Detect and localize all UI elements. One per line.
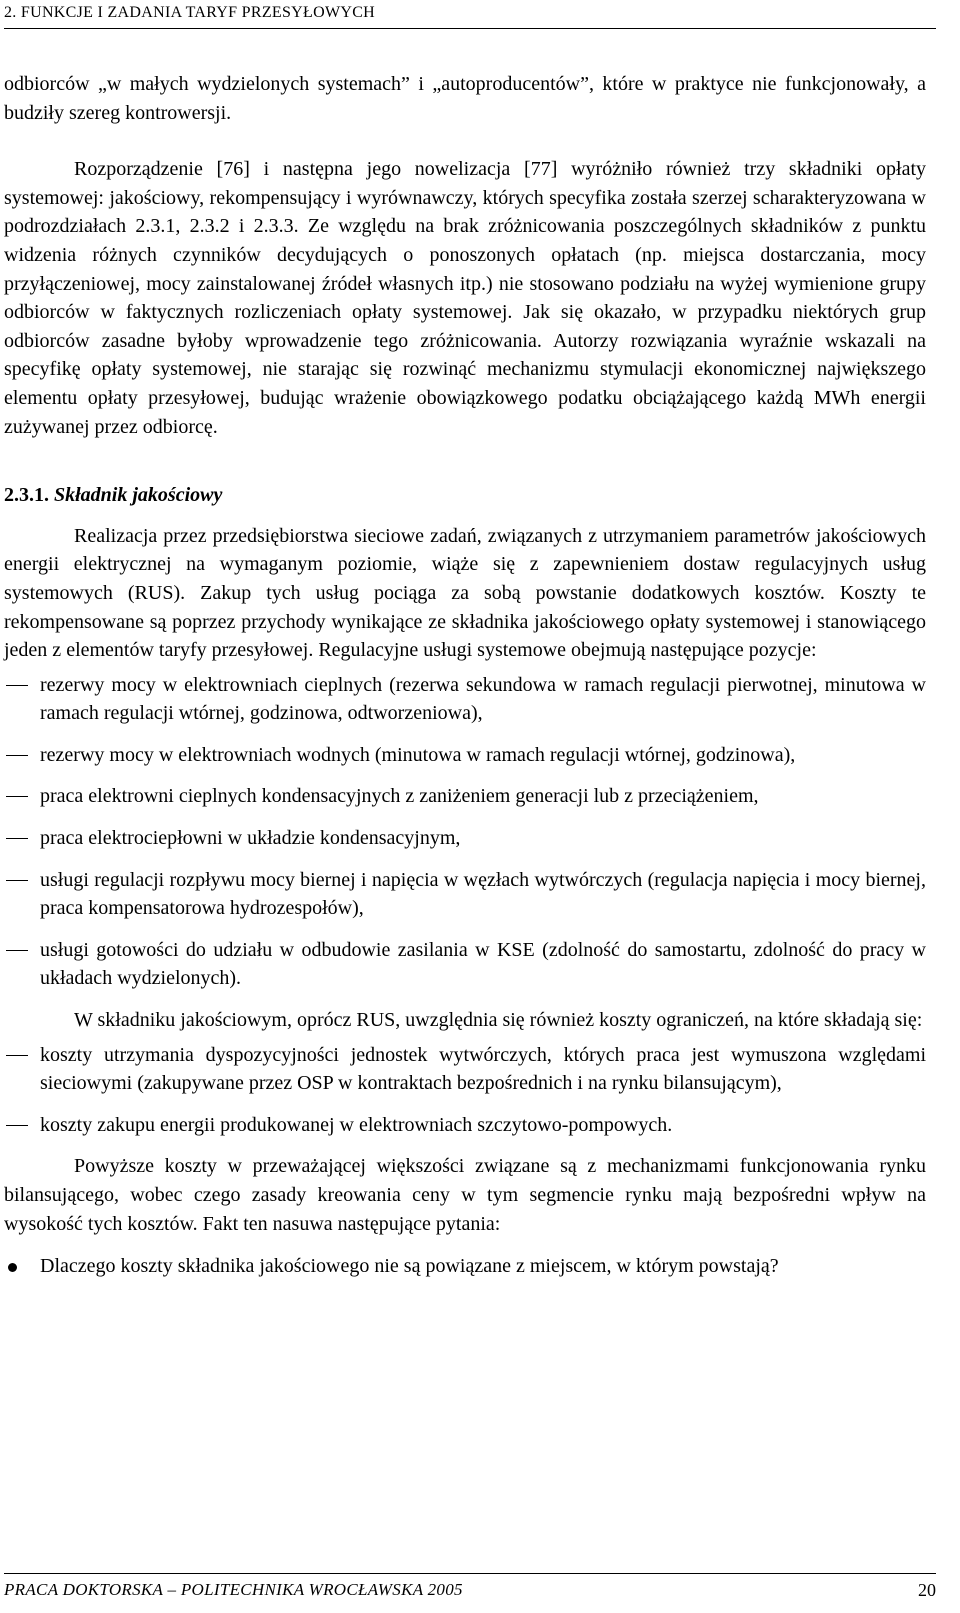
header-rule: [4, 28, 936, 29]
running-footer: PRACA DOKTORSKA – POLITECHNIKA WROCŁAWSKA 2005: [4, 1580, 463, 1599]
list-item: rezerwy mocy w elektrowniach wodnych (minutowa w ramach regulacji wtórnej, godzinowa),: [4, 741, 926, 770]
page-number: 20: [918, 1580, 936, 1600]
list-item: praca elektrowni cieplnych kondensacyjnych z zaniżeniem generacji lub z przeciążeniem,: [4, 782, 926, 811]
paragraph-constraint-costs: W składniku jakościowym, oprócz RUS, uwzględnia się również koszty ograniczeń, na które składają się:: [74, 1009, 923, 1032]
section-title: Składnik jakościowy: [54, 484, 223, 507]
footer-rule: [4, 1573, 936, 1574]
paragraph-rus: Realizacja przez przedsiębiorstwa sieciowe zadań, związanych z utrzymaniem parametrów jakościowych energii elektrycznej na wymaganym poziomie, wiąże się z zapewnieniem dostaw regulacyjnych usług systemowych (RUS). Zakup tych usług pociąga za sobą powstanie dodatkowych kosztów. Koszty te rekompensowane są poprzez przychody wynikające ze składnika jakościowego opłaty systemowej i stanowiącego jeden z elementów taryfy przesyłowej. Regulacyjne usługi systemowe obejmują następujące pozycje:: [4, 524, 926, 662]
list-item: koszty utrzymania dyspozycyjności jednostek wytwórczych, których praca jest wymuszona względami sieciowymi (zakupywane przez OSP w kontraktach bezpośrednich i na rynku bilansującym),: [4, 1041, 926, 1098]
rus-list: [4, 671, 926, 993]
costs-list: [4, 1041, 926, 1140]
list-item: usługi regulacji rozpływu mocy biernej i napięcia w węzłach wytwórczych (regulacja napięcia i mocy biernej, praca kompensatorowa hydrozespołów),: [4, 866, 926, 923]
section-heading: [4, 481, 926, 510]
list-item: usługi gotowości do udziału w odbudowie zasilania w KSE (zdolność do samostartu, zdolność do pracy w układach wydzielonych).: [4, 936, 926, 993]
list-item: rezerwy mocy w elektrowniach cieplnych (rezerwa sekundowa w ramach regulacji pierwotnej, minutowa w ramach regulacji wtórnej, godzinowa, odtworzeniowa),: [4, 671, 926, 728]
list-item: koszty zakupu energii produkowanej w elektrowniach szczytowo-pompowych.: [4, 1111, 926, 1140]
paragraph-system-fee: Rozporządzenie [76] i następna jego nowelizacja [77] wyróżniło również trzy składniki opłaty systemowej: jakościowy, rekompensujący i wyrównawczy, których specyfika została szerzej scharakteryzowana w podrozdziałach 2.3.1, 2.3.2 i 2.3.3. Ze względu na brak zróżnicowania poszczególnych składników z punktu widzenia różnych czynników decydujących o ponoszonych opłatach (np. miejsca dostarczania, mocy przyłączeniowej, mocy zainstalowanej źródeł własnych itp.) nie stosowano podziału na wyżej wymienione grupy odbiorców w faktycznych rozliczeniach opłaty systemowej. Jak się okazało, w przypadku niektórych grup odbiorców zasadne byłoby wprowadzenie tego zróżnicowania. Autorzy rozwiązania wyraźnie wskazali na specyfikę opłaty systemowej, nie starając się rozwinąć mechanizmu stymulacji ekonomicznej największego elementu opłaty przesyłowej, budując wrażenie obowiązkowego podatku obciążającego każdą MWh energii zużywanej przez odbiorcę.: [4, 158, 926, 438]
section-number: 2.3.1.: [4, 484, 49, 507]
list-item: praca elektrociepłowni w układzie kondensacyjnym,: [4, 824, 926, 853]
paragraph-continuation: odbiorców „w małych wydzielonych systemach” i „autoproducentów”, które w praktyce nie funkcjonowały, a budziły szereg kontrowersji.: [4, 73, 926, 124]
page-content: [4, 70, 926, 1281]
questions-list: [4, 1252, 926, 1281]
running-header: 2. FUNKCJE I ZADANIA TARYF PRZESYŁOWYCH: [4, 4, 376, 21]
list-item: Dlaczego koszty składnika jakościowego nie są powiązane z miejscem, w którym powstają?: [4, 1252, 926, 1281]
paragraph-balancing-market: Powyższe koszty w przeważającej większości związane są z mechanizmami funkcjonowania rynku bilansującego, wobec czego zasady kreowania ceny w tym segmencie rynku mają bezpośredni wpływ na wysokość tych kosztów. Fakt ten nasuwa następujące pytania:: [4, 1155, 926, 1235]
